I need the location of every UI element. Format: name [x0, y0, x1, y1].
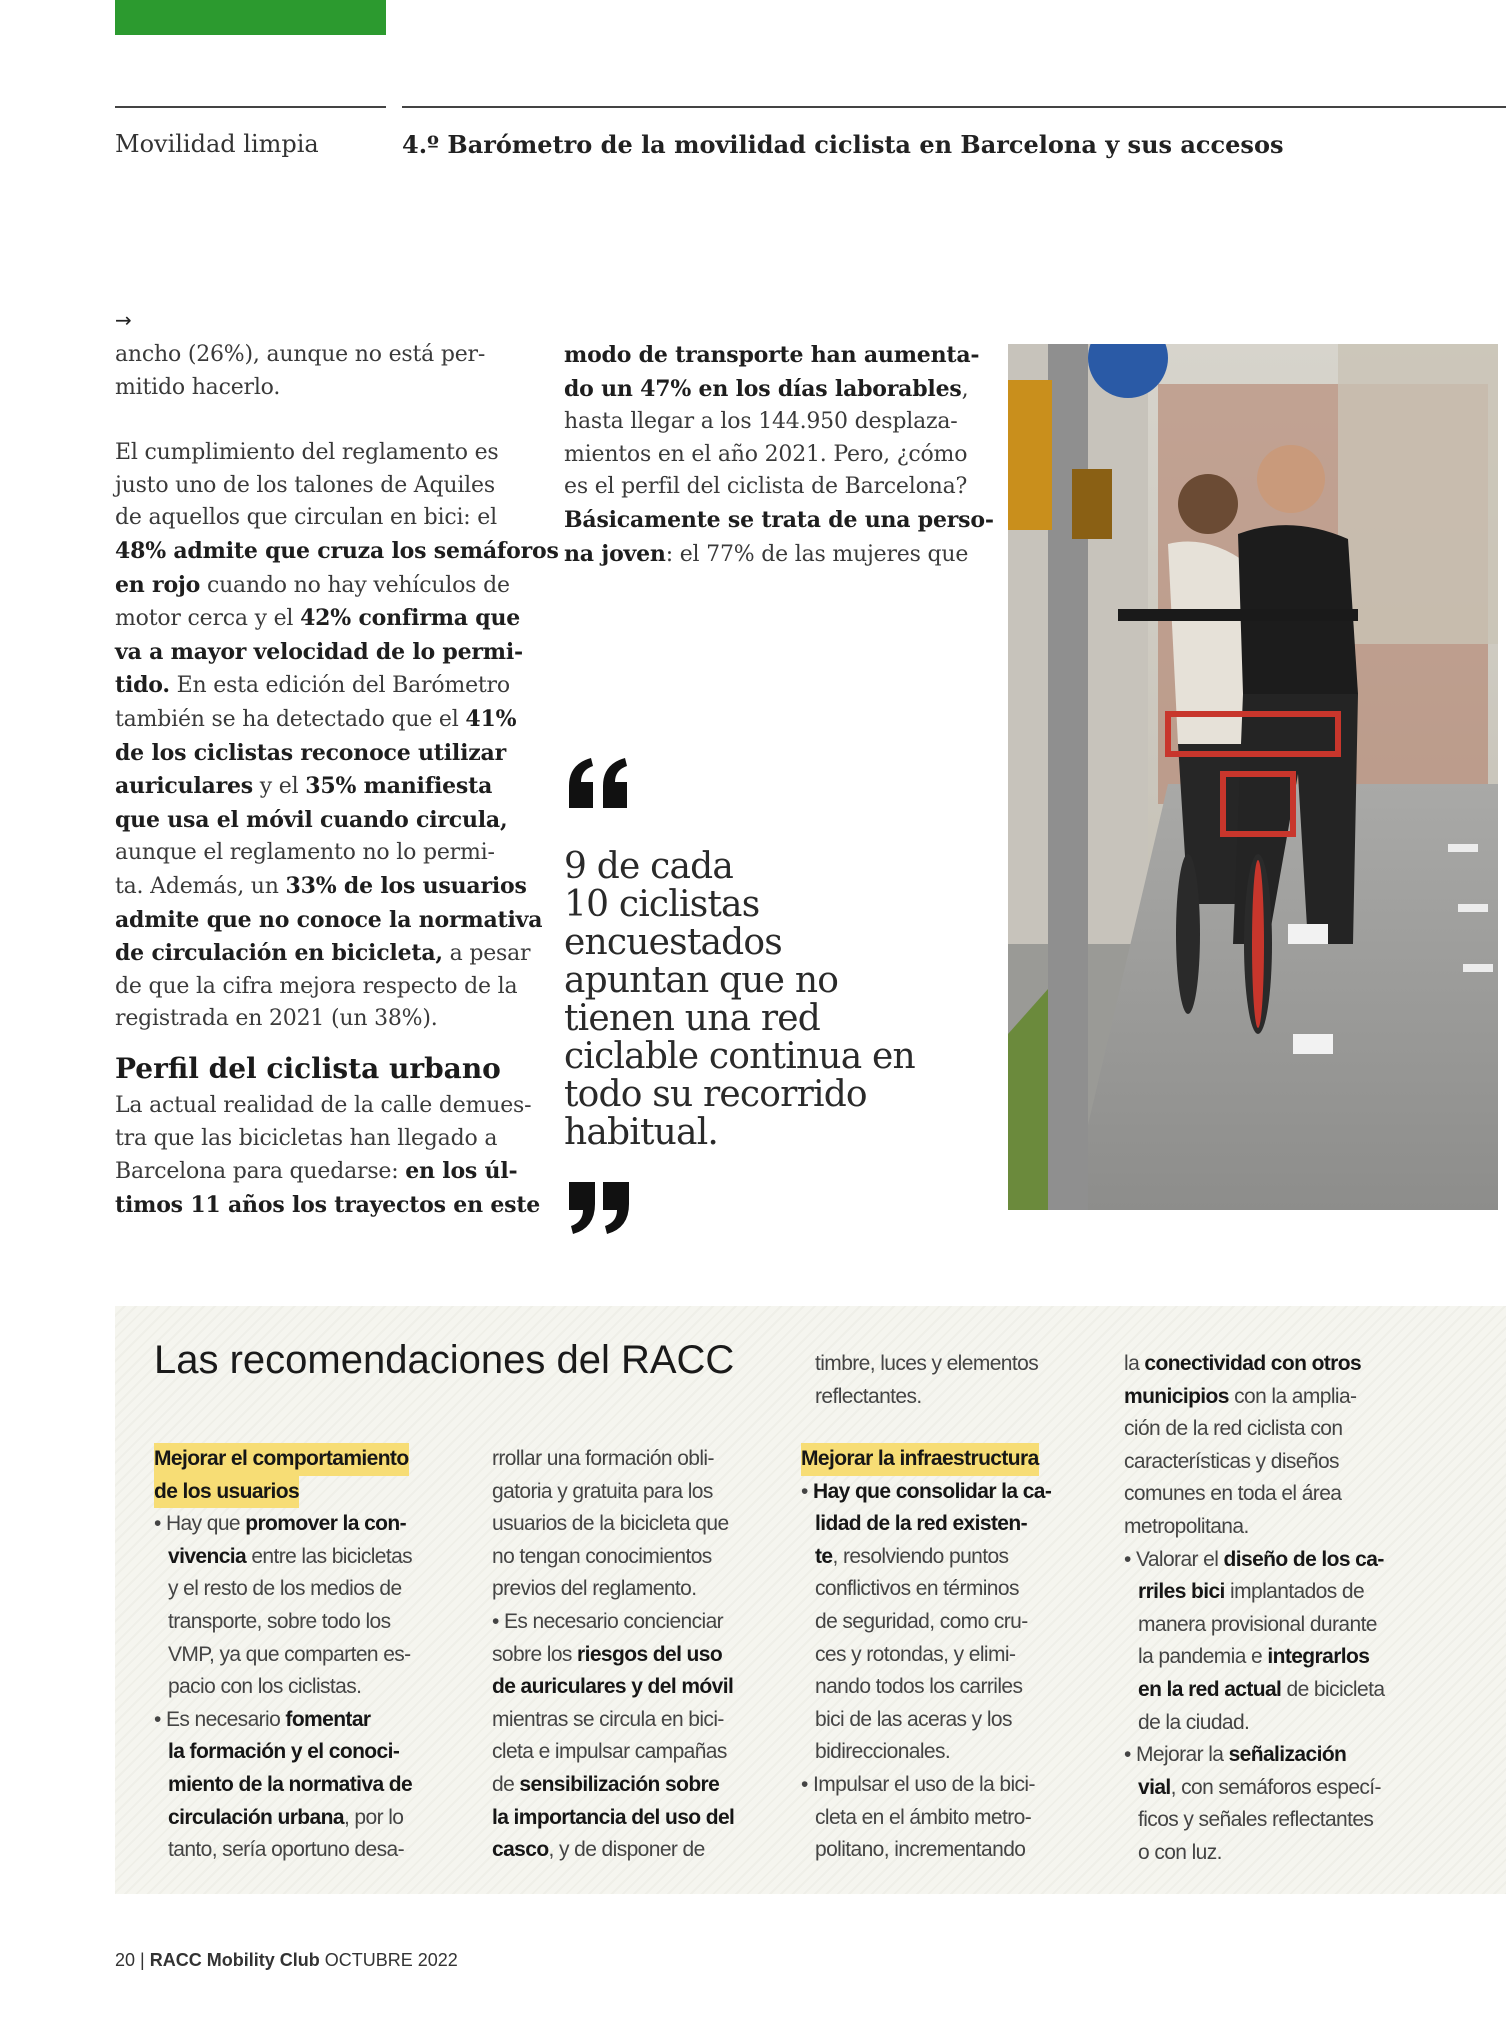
recommendation-line: • Es necesario fomentar: [154, 1707, 371, 1731]
text-line: tra que las bicicletas han llegado a: [115, 1125, 498, 1151]
text-line: do un 47% en los días laborables,: [564, 375, 969, 402]
recommendation-line: pacio con los ciclistas.: [168, 1675, 362, 1699]
recommendation-line: de sensibilización sobre: [492, 1772, 720, 1796]
page-number: 20: [115, 1950, 136, 1970]
text-line: na joven: el 77% de las mujeres que: [564, 540, 969, 567]
recommendation-line: vial, con semáforos especí-: [1138, 1775, 1381, 1799]
recommendation-line: ficos y señales reflectantes: [1138, 1808, 1374, 1832]
text-line: registrada en 2021 (un 38%).: [115, 1006, 438, 1032]
recommendation-line: mientras se circula en bici-: [492, 1707, 724, 1731]
text-line: aunque el reglamento no lo permi-: [115, 840, 495, 866]
text-line: es el perfil del ciclista de Barcelona?: [564, 474, 968, 500]
recommendation-line: o con luz.: [1138, 1840, 1222, 1864]
recommendation-line: de auriculares y del móvil: [492, 1675, 734, 1699]
recommendation-line: ción de la red ciclista con: [1124, 1417, 1343, 1441]
text-line: Barcelona para quedarse: en los úl-: [115, 1158, 518, 1185]
section-color-tab: [115, 0, 386, 35]
recommendation-line: timbre, luces y elementos: [815, 1352, 1039, 1375]
recommendations-title: Las recomendaciones del RACC: [154, 1338, 735, 1382]
recommendation-line: previos del reglamento.: [492, 1577, 697, 1601]
text-line: de los ciclistas reconoce utilizar: [115, 739, 506, 766]
recommendation-line: no tengan conocimientos: [492, 1544, 712, 1568]
recommendation-line: circulación urbana, por lo: [168, 1805, 404, 1829]
text-line: admite que no conoce la normativa: [115, 906, 543, 933]
article-column-2: [564, 339, 994, 571]
recommendation-line: de la ciudad.: [1138, 1710, 1250, 1734]
pull-quote-line: habitual.: [564, 1112, 719, 1153]
recommendation-line: sobre los riesgos del uso: [492, 1642, 723, 1666]
recommendation-line: comunes en toda el área: [1124, 1482, 1342, 1506]
recommendation-line: y el resto de los medios de: [168, 1577, 402, 1601]
recommendation-line: ces y rotondas, y elimi-: [815, 1642, 1016, 1666]
recommendation-heading: Mejorar la infraestructura: [801, 1443, 1051, 1476]
recommendation-line: • Hay que promover la con-: [154, 1512, 407, 1536]
recommendation-line: la formación y el conoci-: [168, 1740, 400, 1764]
recommendations-column-4: [1124, 1348, 1384, 1870]
recommendation-line: VMP, ya que comparten es-: [168, 1642, 411, 1666]
recommendation-line: municipios con la amplia-: [1124, 1384, 1357, 1408]
subheading: Perfil del ciclista urbano: [115, 1052, 501, 1085]
text-line: de circulación en bicicleta, a pesar: [115, 940, 531, 967]
recommendation-line: transporte, sobre todo los: [168, 1609, 391, 1633]
pull-quote-line: apuntan que no: [564, 960, 839, 1001]
recommendation-line: tanto, sería oportuno desa-: [168, 1838, 404, 1862]
recommendations-column-1: [154, 1443, 412, 1867]
text-line: justo uno de los talones de Aquiles: [115, 472, 495, 498]
recommendation-line: en la red actual de bicicleta: [1138, 1677, 1385, 1701]
cyclists-photo: [1008, 344, 1498, 1210]
text-line: timos 11 años los trayectos en este: [115, 1191, 541, 1218]
text-line: La actual realidad de la calle demues-: [115, 1093, 532, 1118]
recommendation-line: politano, incrementando: [815, 1838, 1026, 1862]
recommendation-line: usuarios de la bicicleta que: [492, 1512, 729, 1536]
article-column-1: [115, 339, 559, 1036]
text-line: motor cerca y el 42% confirma que: [115, 605, 521, 632]
section-label: Movilidad limpia: [115, 130, 319, 158]
pull-quote-line: tienen una red: [564, 998, 821, 1039]
paragraph-1: [115, 339, 535, 404]
recommendation-line: características y diseños: [1124, 1449, 1339, 1473]
recommendation-line: bici de las aceras y los: [815, 1707, 1012, 1731]
recommendation-line: casco, y de disponer de: [492, 1838, 705, 1862]
recommendation-heading: Mejorar el comportamiento: [154, 1443, 412, 1476]
text-line: ta. Además, un 33% de los usuarios: [115, 872, 527, 899]
text-line: de que la cifra mejora respecto de la: [115, 973, 518, 999]
recommendation-line: bidireccionales.: [815, 1740, 951, 1764]
close-quote-icon: [565, 1178, 635, 1248]
text-line: de aquellos que circulan en bici: el: [115, 505, 497, 531]
recommendation-line: la pandemia e integrarlos: [1138, 1645, 1370, 1669]
recommendation-heading: de los usuarios: [154, 1476, 412, 1509]
text-line: El cumplimiento del reglamento es: [115, 440, 499, 466]
article-header-title: 4.º Barómetro de la movilidad ciclista en Barcelona y sus accesos: [402, 130, 1284, 159]
text-line: también se ha detectado que el 41%: [115, 705, 517, 732]
recommendations-column-3-top: [815, 1348, 1038, 1413]
recommendation-line: rriles bici implantados de: [1138, 1580, 1365, 1604]
paragraph-3: [115, 1090, 541, 1222]
recommendation-line: cleta en el ámbito metro-: [815, 1805, 1032, 1829]
page-footer: [115, 1950, 458, 1971]
text-line: ancho (26%), aunque no está per-: [115, 342, 486, 367]
recommendation-line: metropolitana.: [1124, 1514, 1249, 1538]
recommendations-column-3: [801, 1443, 1051, 1867]
text-line: 48% admite que cruza los semáforos: [115, 537, 559, 564]
continuation-arrow-icon: →: [115, 308, 132, 332]
recommendation-line: • Impulsar el uso de la bici-: [801, 1772, 1035, 1796]
recommendation-line: • Mejorar la señalización: [1124, 1743, 1347, 1767]
recommendation-line: • Es necesario concienciar: [492, 1609, 724, 1633]
text-line: mientos en el año 2021. Pero, ¿cómo: [564, 441, 968, 467]
pull-quote-line: todo su recorrido: [564, 1074, 867, 1115]
recommendation-line: manera provisional durante: [1138, 1612, 1377, 1636]
pull-quote: [564, 848, 915, 1152]
text-line: hasta llegar a los 144.950 desplaza-: [564, 409, 958, 435]
text-line: modo de transporte han aumenta-: [564, 342, 980, 368]
paragraph-2: [115, 437, 559, 1036]
pull-quote-line: ciclable continua en: [564, 1036, 915, 1077]
footer-brand: RACC Mobility Club: [149, 1950, 320, 1970]
header-rule-right: [402, 106, 1506, 108]
text-line: en rojo cuando no hay vehículos de: [115, 571, 510, 598]
open-quote-icon: [565, 750, 635, 820]
recommendation-line: de seguridad, como cru-: [815, 1609, 1028, 1633]
recommendation-line: gatoria y gratuita para los: [492, 1479, 713, 1503]
recommendation-line: rrollar una formación obli-: [492, 1447, 714, 1470]
recommendation-line: miento de la normativa de: [168, 1772, 413, 1796]
recommendation-line: conflictivos en términos: [815, 1577, 1019, 1601]
text-line: tido. En esta edición del Barómetro: [115, 672, 510, 699]
recommendation-line: cleta e impulsar campañas: [492, 1740, 727, 1764]
pull-quote-line: 10 ciclistas: [564, 884, 760, 925]
recommendation-line: • Valorar el diseño de los ca-: [1124, 1547, 1384, 1571]
recommendation-line: nando todos los carriles: [815, 1675, 1023, 1699]
recommendation-line: la importancia del uso del: [492, 1805, 735, 1829]
pull-quote-line: 9 de cada: [564, 846, 734, 887]
pull-quote-line: encuestados: [564, 922, 782, 963]
text-line: mitido hacerlo.: [115, 374, 281, 400]
text-line: va a mayor velocidad de lo permi-: [115, 638, 523, 665]
recommendation-line: reflectantes.: [815, 1384, 922, 1408]
footer-issue: OCTUBRE 2022: [324, 1950, 458, 1970]
text-line: que usa el móvil cuando circula,: [115, 806, 508, 833]
recommendation-line: la conectividad con otros: [1124, 1352, 1362, 1375]
text-line: auriculares y el 35% manifiesta: [115, 773, 493, 800]
recommendation-line: • Hay que consolidar la ca-: [801, 1479, 1052, 1503]
footer-separator: |: [140, 1950, 145, 1970]
header-rule-left: [115, 106, 386, 108]
recommendation-line: te, resolviendo puntos: [815, 1544, 1009, 1568]
text-line: Básicamente se trata de una perso-: [564, 506, 994, 533]
recommendation-line: lidad de la red existen-: [815, 1512, 1028, 1536]
recommendation-line: vivencia entre las bicicletas: [168, 1544, 413, 1568]
recommendations-column-2: [492, 1443, 734, 1867]
